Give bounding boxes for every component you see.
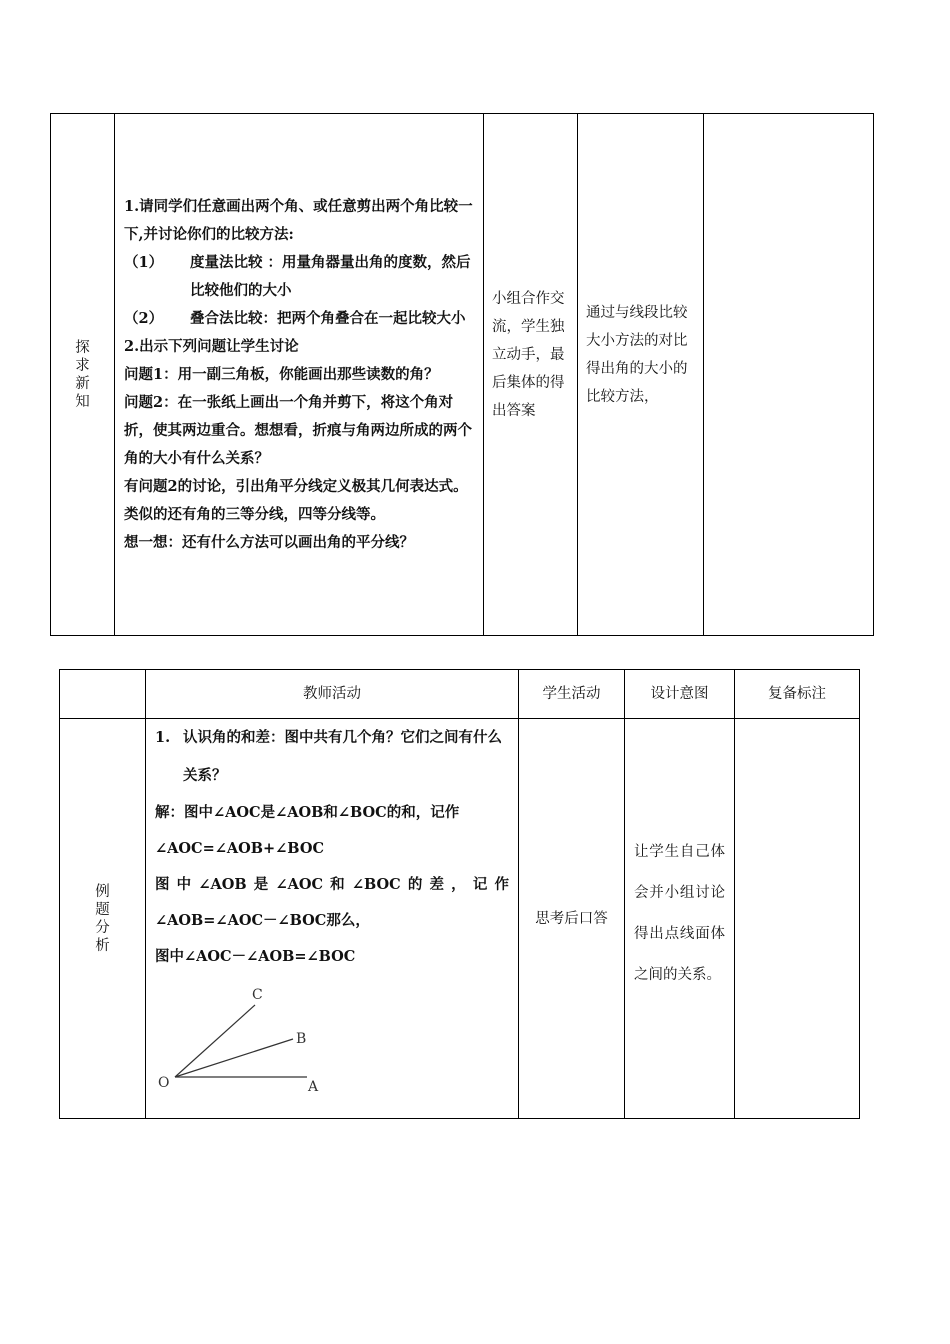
- student-activity: 思考后口答: [535, 910, 608, 927]
- ray-oc: [175, 1005, 255, 1077]
- header-teacher: 教师活动: [146, 670, 519, 719]
- section-label: 探求新知: [75, 339, 90, 410]
- method-2-num: （2）: [124, 309, 164, 327]
- question-1: 问题1：用一副三角板，你能画出那些读数的角？: [124, 365, 439, 383]
- design-intent-cell: [625, 719, 735, 1119]
- teacher-activity-cell: [146, 719, 519, 1119]
- solution-line-3: 图中∠AOB是∠AOC和∠BOC的差，记作: [155, 876, 509, 893]
- solution-line-4: ∠AOB=∠AOC－∠BOC那么，: [155, 912, 370, 929]
- think-prompt: 想一想：还有什么方法可以画出角的平分线？: [124, 533, 414, 551]
- header-notes: 复备标注: [735, 670, 860, 719]
- design-intent: 通过与线段比较大小方法的对比得出角的大小的比较方法，: [586, 304, 688, 405]
- ray-ob: [175, 1039, 293, 1077]
- section-label-cell: [60, 719, 146, 1119]
- header-row: [60, 670, 860, 719]
- label-a: A: [308, 1079, 319, 1095]
- example-num: 1.: [155, 729, 171, 746]
- notes-cell: [735, 719, 860, 1119]
- teacher-line-1: 1.请同学们任意画出两个角、或任意剪出两个角比较一下,并讨论你们的比较方法:: [124, 197, 473, 243]
- student-activity: 小组合作交流，学生独立动手，最后集体的得出答案: [492, 290, 565, 419]
- discussion-note: 有问题2的讨论，引出角平分线定义极其几何表达式。类似的还有角的三等分线，四等分线等。: [124, 477, 468, 523]
- student-activity-cell: [519, 719, 625, 1119]
- method-1-text: 度量法比较 ：用量角器量出角的度数，然后比较他们的大小: [190, 253, 471, 299]
- question-2: 问题2：在一张纸上画出一个角并剪下，将这个角对折，使其两边重合。想想看，折痕与角两边所成的两个角的大小有什么关系？: [124, 393, 472, 467]
- label-c: C: [252, 987, 263, 1003]
- angle-figure: [155, 975, 335, 1100]
- method-1: [124, 249, 475, 305]
- teacher-line-2: 2.出示下列问题让学生讨论: [124, 337, 299, 355]
- section-label-cell: [51, 114, 115, 636]
- header-design: 设计意图: [625, 670, 735, 719]
- example-item: [155, 719, 509, 795]
- solution-line-5: 图中∠AOC－∠AOB=∠BOC: [155, 948, 356, 965]
- header-student: 学生活动: [519, 670, 625, 719]
- lesson-table-examples: [59, 669, 860, 1119]
- notes-cell: [704, 114, 874, 636]
- section-label: 例题分析: [95, 883, 110, 954]
- method-1-num: （1）: [124, 253, 164, 271]
- lesson-table-explore: [50, 113, 874, 636]
- label-o: O: [158, 1075, 170, 1091]
- teacher-activity-cell: [115, 114, 484, 636]
- solution-line-2: ∠AOC=∠AOB+∠BOC: [155, 840, 325, 857]
- header-blank: [60, 670, 146, 719]
- label-b: B: [296, 1031, 307, 1047]
- design-intent-cell: [578, 114, 704, 636]
- method-2-text: 叠合法比较：把两个角叠合在一起比较大小: [190, 309, 466, 327]
- solution: [155, 795, 509, 975]
- student-activity-cell: [484, 114, 578, 636]
- example-question: 认识角的和差：图中共有几个角？它们之间有什么关系？: [183, 729, 502, 784]
- method-2: [124, 305, 475, 333]
- design-intent: 让学生自己体会并小组讨论得出点线面体之间的关系。: [634, 843, 725, 983]
- solution-line-1: 解：图中∠AOC是∠AOB和∠BOC的和，记作: [155, 804, 460, 821]
